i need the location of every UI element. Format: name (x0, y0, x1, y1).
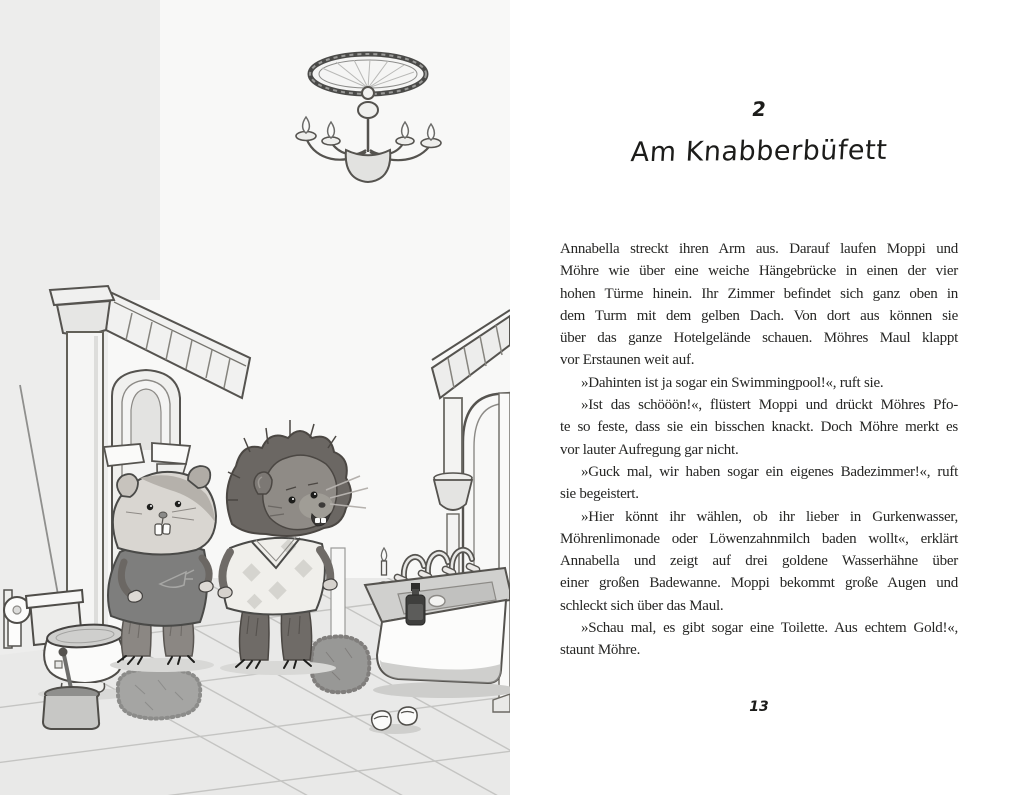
text-line: »Guck mal, wir haben sogar ein eigenes Badezimmer!«, ruft (581, 463, 958, 480)
text-line: schleckt sich über das Maul. (560, 597, 724, 614)
text-line: Möhrenlimonade oder Löwenzahnmilch baden wollt«, erklärt (560, 530, 958, 547)
text-line: hohen Türme hinein. Ihr Zimmer befindet sich ganz oben in (560, 285, 958, 302)
page-number: 13 (749, 699, 769, 715)
text-line: sie begeistert. (560, 486, 639, 503)
book-page (510, 0, 1020, 795)
soap-icon (429, 596, 445, 607)
text-line: »Dahinten ist ja sogar ein Swimmingpool!«, ruft sie. (581, 374, 884, 391)
text-line: staunt Möhre. (560, 642, 641, 659)
fluffy-rug-left (118, 667, 200, 718)
chapter-title: Am Knabberbüfett (629, 134, 889, 169)
text-line: te so feste, dass sie ein bisschen knackt. Doch Möhre merkt es (560, 419, 958, 436)
body-text (560, 238, 958, 662)
text-line: Annabella streckt ihren Arm aus. Darauf laufen Moppi und (560, 241, 958, 257)
text-line: einer großen Badewanne. Moppi bekommt große Augen und (560, 575, 958, 592)
text-line: vor lauter Aufregung gar nicht. (560, 441, 739, 458)
text-line: Annabella und zeigt auf drei goldene Wasserhähne über (560, 553, 958, 570)
paragraph (560, 394, 958, 461)
paragraph (560, 461, 958, 506)
chapter-number: 2 (750, 97, 768, 121)
text-line: »Schau mal, es gibt sogar eine Toilette. Aus echtem Gold!«, (581, 620, 958, 637)
text-line: über das ganze Hotelgelände schauen. Möhres Maul klappt (560, 330, 958, 347)
paragraph (560, 506, 958, 617)
text-line: »Hier könnt ihr wählen, ob ihr lieber in Gurkenwasser, (581, 508, 958, 525)
paragraph (560, 238, 958, 372)
text-line: Möhre wie über eine weiche Hängebrücke in einen der vier (560, 263, 958, 280)
text-line: dem Turm mit dem gelben Dach. Von dort aus können sie (560, 307, 958, 324)
paragraph (560, 372, 958, 394)
text-line: »Ist das schööön!«, flüstert Moppi und drückt Möhres Pfo- (581, 397, 958, 414)
text-line: vor Erstaunen weit auf. (560, 352, 695, 369)
paragraph (560, 617, 958, 662)
